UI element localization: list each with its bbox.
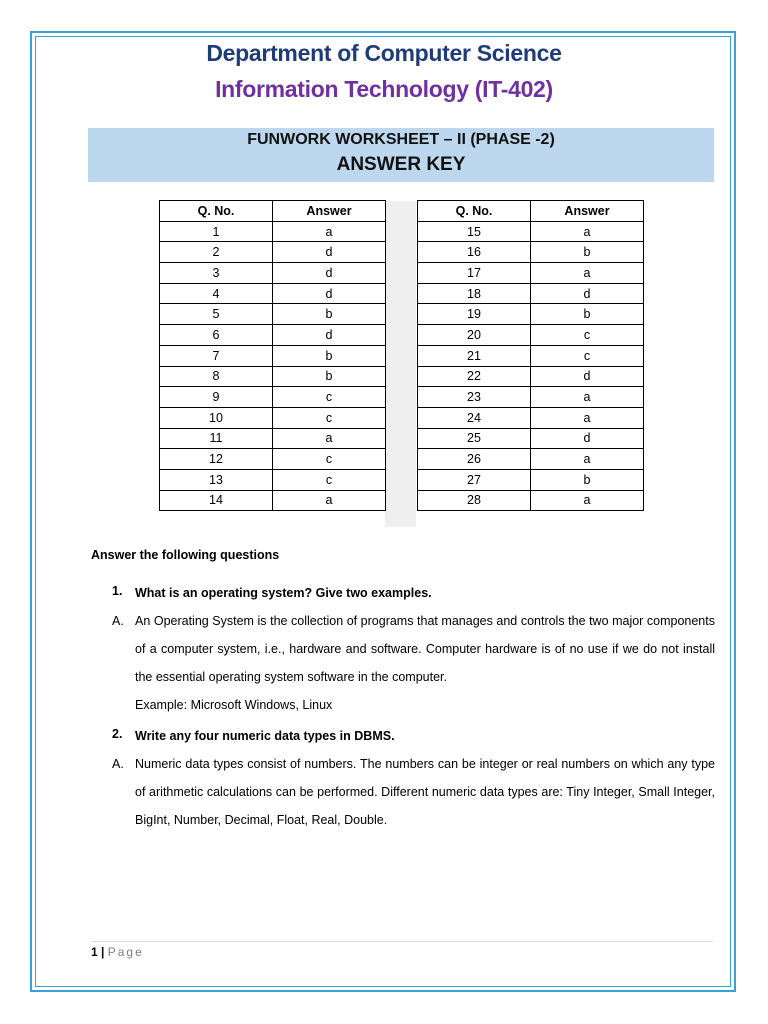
answer-cell: b	[531, 469, 644, 490]
answer-cell: d	[273, 242, 386, 263]
answer-cell: a	[273, 428, 386, 449]
table-row	[160, 263, 386, 284]
answer-cell: c	[531, 345, 644, 366]
footer-separator: |	[101, 945, 105, 959]
question-number-cell: 16	[418, 242, 531, 263]
question-number-cell: 25	[418, 428, 531, 449]
answer-cell: b	[273, 366, 386, 387]
answer-key-table-right	[417, 200, 644, 511]
question-number-cell: 8	[160, 366, 273, 387]
table-row	[418, 242, 644, 263]
table-row	[160, 221, 386, 242]
question-number-cell: 20	[418, 325, 531, 346]
question-number-cell: 9	[160, 387, 273, 408]
answer-marker: A.	[112, 614, 124, 628]
question-number-cell: 4	[160, 283, 273, 304]
question-number-cell: 19	[418, 304, 531, 325]
column-header-qno: Q. No.	[160, 201, 273, 222]
table-row	[418, 325, 644, 346]
answer-cell: c	[273, 449, 386, 470]
answer-key-title: ANSWER KEY	[336, 154, 466, 175]
question-number-cell: 27	[418, 469, 531, 490]
column-header-answer: Answer	[531, 201, 644, 222]
table-row	[418, 387, 644, 408]
answer-cell: a	[531, 221, 644, 242]
table-row	[160, 242, 386, 263]
table-row	[418, 490, 644, 511]
answer-cell: c	[273, 469, 386, 490]
table-row	[160, 490, 386, 511]
question-number-cell: 24	[418, 407, 531, 428]
question-text: Write any four numeric data types in DBMS.	[135, 729, 395, 743]
table-row	[160, 407, 386, 428]
question-text: What is an operating system? Give two examples.	[135, 586, 432, 600]
questions-heading: Answer the following questions	[91, 548, 280, 562]
table-row	[418, 283, 644, 304]
answer-example: Example: Microsoft Windows, Linux	[135, 698, 333, 712]
table-row	[160, 283, 386, 304]
question-number: 2.	[112, 727, 123, 741]
table-row	[160, 449, 386, 470]
table-row	[418, 469, 644, 490]
question-number-cell: 23	[418, 387, 531, 408]
question-number-cell: 22	[418, 366, 531, 387]
footer-divider	[91, 941, 713, 942]
question-number-cell: 21	[418, 345, 531, 366]
answer-cell: b	[531, 242, 644, 263]
answer-cell: b	[273, 304, 386, 325]
answer-1	[91, 607, 715, 719]
answer-text: An Operating System is the collection of programs that manages and controls the two major components of a computer system, i.e., hardware and software. Computer hardware is of no use if we do not install the essential operating system software in the computer.	[135, 614, 715, 684]
question-number-cell: 26	[418, 449, 531, 470]
table-header-row	[160, 201, 386, 222]
question-number-cell: 14	[160, 490, 273, 511]
table-row	[160, 325, 386, 346]
table-header-row	[418, 201, 644, 222]
answer-cell: a	[531, 490, 644, 511]
answer-cell: a	[531, 263, 644, 284]
page-number: 1	[91, 945, 98, 959]
table-row	[160, 304, 386, 325]
answer-marker: A.	[112, 757, 124, 771]
answer-key-table-left	[159, 200, 386, 511]
table-row	[160, 469, 386, 490]
answer-cell: a	[273, 490, 386, 511]
column-header-answer: Answer	[273, 201, 386, 222]
table-row	[160, 387, 386, 408]
column-header-qno: Q. No.	[418, 201, 531, 222]
answer-cell: a	[273, 221, 386, 242]
answer-cell: c	[273, 407, 386, 428]
question-number-cell: 28	[418, 490, 531, 511]
question-number-cell: 13	[160, 469, 273, 490]
question-number-cell: 10	[160, 407, 273, 428]
worksheet-title: FUNWORK WORKSHEET – II (PHASE -2)	[247, 131, 555, 148]
answer-cell: d	[531, 366, 644, 387]
question-number-cell: 1	[160, 221, 273, 242]
answer-cell: d	[273, 263, 386, 284]
course-title: Information Technology (IT-402)	[215, 76, 553, 102]
question-1	[91, 584, 715, 602]
answer-text: Numeric data types consist of numbers. The numbers can be integer or real numbers on which any type of arithmetic calculations can be performed. Different numeric data types are: Tiny Integer, Small Integer, BigInt, Number, Decimal, Float, Real, Double.	[135, 757, 715, 827]
worksheet-banner	[88, 128, 714, 182]
table-row	[160, 345, 386, 366]
page-label: Page	[107, 945, 144, 959]
table-gap	[385, 201, 416, 527]
answer-cell: d	[531, 428, 644, 449]
question-number-cell: 2	[160, 242, 273, 263]
answer-cell: b	[531, 304, 644, 325]
table-row	[418, 428, 644, 449]
question-number-cell: 7	[160, 345, 273, 366]
answer-cell: b	[273, 345, 386, 366]
answer-cell: c	[531, 325, 644, 346]
question-number-cell: 11	[160, 428, 273, 449]
question-2	[91, 727, 715, 745]
answer-cell: a	[531, 449, 644, 470]
answer-cell: d	[531, 283, 644, 304]
table-row	[418, 263, 644, 284]
answer-cell: d	[273, 283, 386, 304]
table-row	[160, 366, 386, 387]
answer-cell: a	[531, 387, 644, 408]
table-row	[418, 221, 644, 242]
question-number-cell: 6	[160, 325, 273, 346]
table-row	[418, 304, 644, 325]
question-number-cell: 17	[418, 263, 531, 284]
table-row	[418, 345, 644, 366]
table-row	[160, 428, 386, 449]
question-number-cell: 18	[418, 283, 531, 304]
answer-cell: a	[531, 407, 644, 428]
table-row	[418, 366, 644, 387]
table-row	[418, 449, 644, 470]
page-footer	[91, 945, 144, 959]
answer-cell: d	[273, 325, 386, 346]
answer-cell: c	[273, 387, 386, 408]
answer-2	[91, 750, 715, 834]
table-row	[418, 407, 644, 428]
question-number: 1.	[112, 584, 123, 598]
question-number-cell: 3	[160, 263, 273, 284]
department-title: Department of Computer Science	[206, 40, 562, 66]
question-number-cell: 5	[160, 304, 273, 325]
question-number-cell: 12	[160, 449, 273, 470]
question-number-cell: 15	[418, 221, 531, 242]
